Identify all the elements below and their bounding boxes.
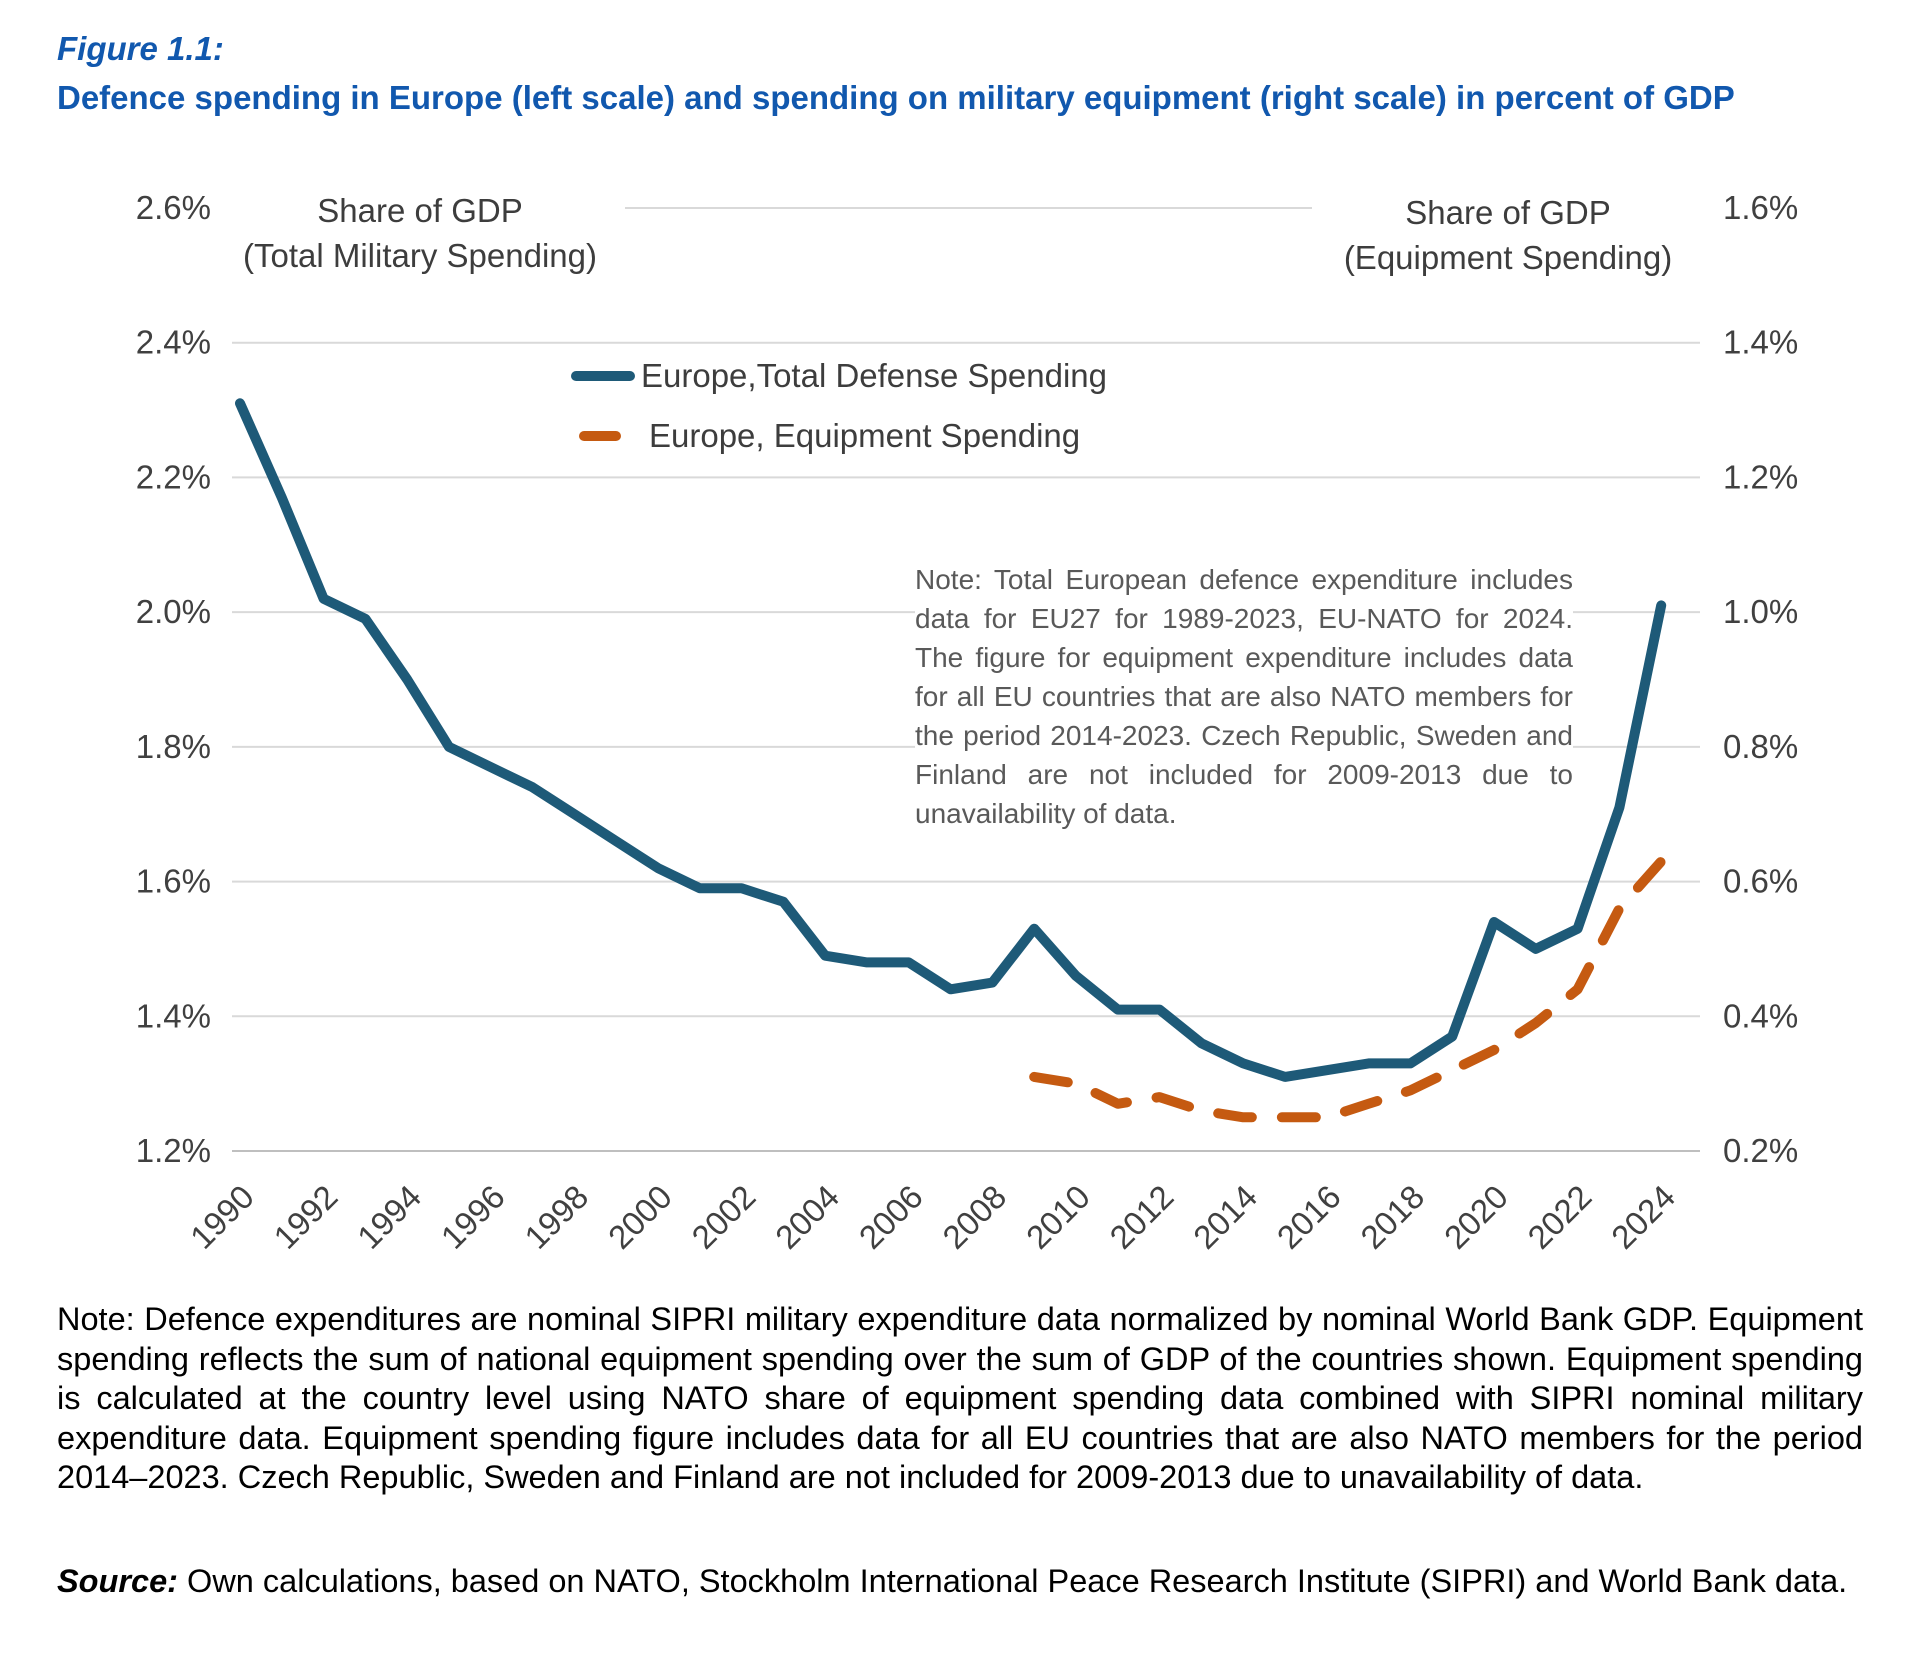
x-axis-tick-label: 2002 bbox=[684, 1177, 763, 1256]
x-axis-tick-label: 2022 bbox=[1520, 1177, 1599, 1256]
right-axis-title-line1: Share of GDP bbox=[1405, 194, 1611, 231]
legend-label-total-defense: Europe,Total Defense Spending bbox=[641, 357, 1107, 394]
equipment-dash-swatch-icon bbox=[579, 431, 621, 441]
total-defense-line-swatch-icon bbox=[571, 371, 635, 381]
left-axis-tick-label: 2.0% bbox=[135, 593, 211, 631]
left-axis-tick-label: 1.4% bbox=[135, 997, 211, 1035]
right-axis-tick-label: 0.2% bbox=[1723, 1132, 1799, 1169]
x-axis-tick-label: 2012 bbox=[1102, 1177, 1181, 1256]
legend-item-total-defense bbox=[571, 346, 1107, 406]
x-axis-tick-label: 2008 bbox=[935, 1177, 1014, 1256]
right-axis-tick-label: 1.0% bbox=[1723, 593, 1799, 631]
chart-legend bbox=[571, 346, 1107, 466]
source-text: Own calculations, based on NATO, Stockholm International Peace Research Institute (SIPRI) and World Bank data. bbox=[178, 1563, 1848, 1599]
legend-label-equipment: Europe, Equipment Spending bbox=[649, 417, 1081, 454]
left-axis-title bbox=[215, 188, 625, 278]
in-chart-note: Note: Total European defence expenditure includes data for EU27 for 1989-2023, EU-NATO for 2024. The figure for equipment expenditure includes data for all EU countries that are also NATO members for the period 2014-2023. Czech Republic, Sweden and Finland are not included for 2009-2013 due to unavailability of data. bbox=[915, 560, 1573, 833]
x-axis-tick-label: 1998 bbox=[517, 1177, 596, 1256]
left-axis-title-line1: Share of GDP bbox=[317, 192, 523, 229]
left-axis-tick-label: 2.2% bbox=[135, 458, 211, 496]
x-axis-tick-label: 2016 bbox=[1269, 1177, 1348, 1256]
x-axis-tick-label: 1992 bbox=[266, 1177, 345, 1256]
figure-title: Defence spending in Europe (left scale) and spending on military equipment (right scale) in percent of GDP bbox=[57, 79, 1735, 116]
source-label: Source: bbox=[57, 1563, 179, 1599]
right-axis-tick-label: 0.4% bbox=[1723, 997, 1799, 1035]
source-line bbox=[57, 1562, 1863, 1602]
x-axis-tick-label: 2014 bbox=[1186, 1177, 1265, 1256]
right-axis-title-line2: (Equipment Spending) bbox=[1343, 239, 1673, 276]
right-axis-tick-label: 1.4% bbox=[1723, 323, 1799, 361]
x-axis-tick-label: 1996 bbox=[433, 1177, 512, 1256]
legend-item-equipment bbox=[571, 406, 1107, 466]
figure-number-label: Figure 1.1: bbox=[57, 30, 224, 67]
left-axis-tick-label: 2.4% bbox=[135, 323, 211, 361]
left-axis-tick-label: 1.6% bbox=[135, 862, 211, 900]
x-axis-tick-label: 2018 bbox=[1353, 1177, 1432, 1256]
x-axis-tick-label: 2024 bbox=[1604, 1177, 1683, 1256]
x-axis-tick-label: 1994 bbox=[350, 1177, 429, 1256]
right-axis-title bbox=[1312, 190, 1704, 280]
series-line-equipment bbox=[1034, 861, 1661, 1117]
figure-footnote: Note: Defence expenditures are nominal SIPRI military expenditure data normalized by nominal World Bank GDP. Equipment spending reflects the sum of national equipment spending over the sum of GDP of the countries shown. Equipment spending is calculated at the country level using NATO share of equipment spending data combined with SIPRI nominal military expenditure data. Equipment spending figure includes data for all EU countries that are also NATO members for the period 2014–2023. Czech Republic, Sweden and Finland are not included for 2009-2013 due to unavailability of data. bbox=[57, 1301, 1863, 1495]
left-axis-title-line2: (Total Military Spending) bbox=[243, 237, 597, 274]
right-axis-tick-label: 0.8% bbox=[1723, 727, 1799, 765]
x-axis-tick-label: 2020 bbox=[1436, 1177, 1515, 1256]
left-axis-tick-label: 2.6% bbox=[135, 189, 211, 226]
right-axis-tick-label: 1.2% bbox=[1723, 458, 1799, 496]
x-axis-tick-label: 2006 bbox=[851, 1177, 930, 1256]
x-axis-tick-label: 2004 bbox=[768, 1177, 847, 1256]
x-axis-tick-label: 2000 bbox=[600, 1177, 679, 1256]
left-axis-tick-label: 1.8% bbox=[135, 727, 211, 765]
x-axis-tick-label: 1990 bbox=[182, 1177, 261, 1256]
right-axis-tick-label: 0.6% bbox=[1723, 862, 1799, 900]
x-axis-tick-label: 2010 bbox=[1018, 1177, 1097, 1256]
right-axis-tick-label: 1.6% bbox=[1723, 189, 1799, 226]
left-axis-tick-label: 1.2% bbox=[135, 1132, 211, 1169]
